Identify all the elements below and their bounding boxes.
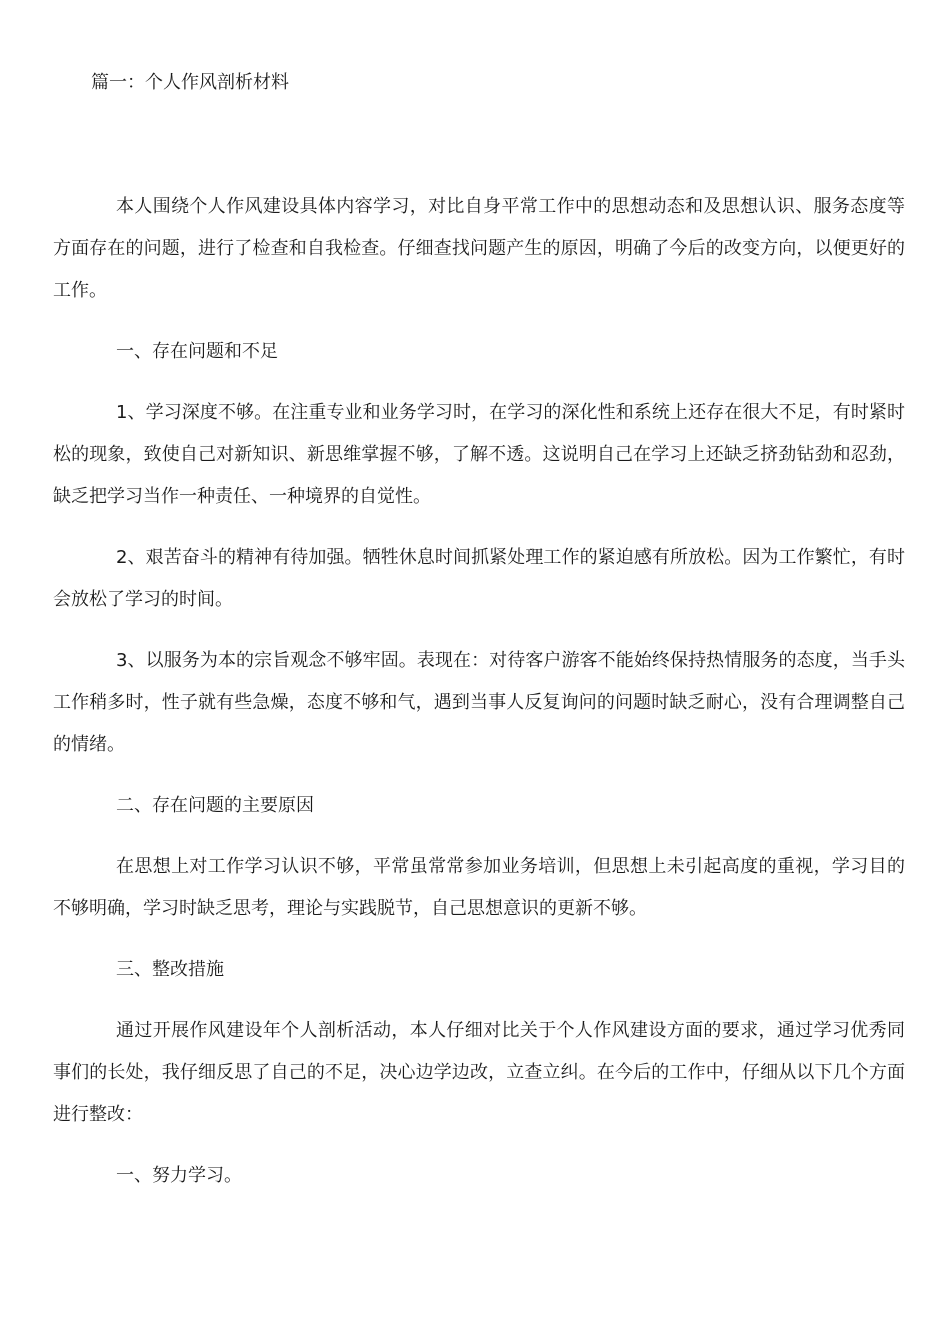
paragraph-problem-3: 3、以服务为本的宗旨观念不够牢固。表现在：对待客户游客不能始终保持热情服务的态度，当手头工作稍多时，性子就有些急燥，态度不够和气，遇到当事人反复询问的问题时缺乏耐心，没有合理调整自己的情绪。 (53, 650, 905, 755)
section-heading-problems: 一、存在问题和不足 (116, 341, 278, 362)
paragraph-problem-1: 1、学习深度不够。在注重专业和业务学习时，在学习的深化性和系统上还存在很大不足，有时紧时松的现象，致使自己对新知识、新思维掌握不够，了解不透。这说明自己在学习上还缺乏挤劲钻劲和忍劲，缺乏把学习当作一种责任、一种境界的自觉性。 (53, 402, 905, 507)
paragraph-problem-2: 2、艰苦奋斗的精神有待加强。牺牲休息时间抓紧处理工作的紧迫感有所放松。因为工作繁忙，有时会放松了学习的时间。 (53, 547, 905, 610)
paragraph-measure-1: 一、努力学习。 (116, 1165, 242, 1186)
paragraph-causes: 在思想上对工作学习认识不够，平常虽常常参加业务培训，但思想上未引起高度的重视，学习目的不够明确，学习时缺乏思考，理论与实践脱节，自己思想意识的更新不够。 (53, 856, 905, 919)
section-heading-causes: 二、存在问题的主要原因 (116, 795, 314, 816)
paragraph-measures: 通过开展作风建设年个人剖析活动，本人仔细对比关于个人作风建设方面的要求，通过学习优秀同事们的长处，我仔细反思了自己的不足，决心边学边改，立查立纠。在今后的工作中，仔细从以下几个方面进行整改： (53, 1020, 905, 1125)
section-heading-measures: 三、整改措施 (116, 959, 224, 980)
paragraph-intro: 本人围绕个人作风建设具体内容学习，对比自身平常工作中的思想动态和及思想认识、服务态度等方面存在的问题，进行了检查和自我检查。仔细查找问题产生的原因，明确了今后的改变方向，以便更好的工作。 (53, 196, 905, 301)
document-body (53, 186, 905, 1216)
document-title: 篇一：个人作风剖析材料 (91, 72, 289, 93)
